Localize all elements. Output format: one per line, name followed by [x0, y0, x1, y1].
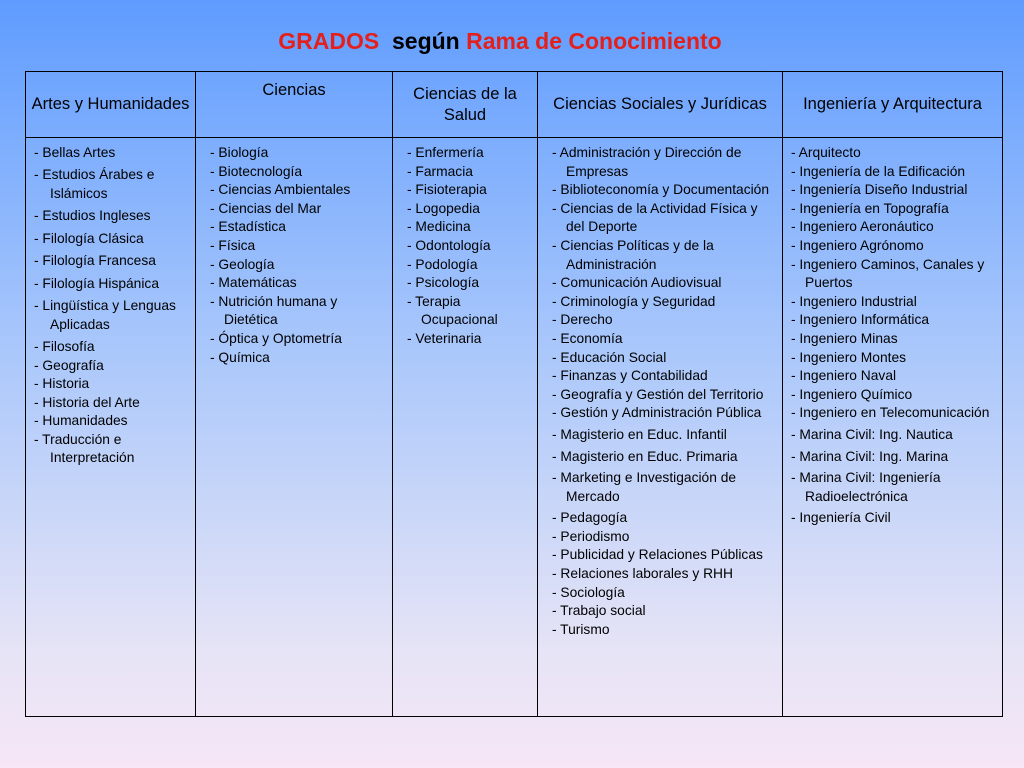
- degree-item: - Ingeniería en Topografía: [791, 200, 949, 216]
- degree-item: - Ingeniero Industrial: [791, 293, 917, 309]
- header-ciencias: Ciencias: [196, 72, 393, 138]
- header-salud: Ciencias de la Salud: [393, 72, 538, 138]
- degree-item: - Filosofía: [34, 338, 95, 354]
- list-sociales: [552, 144, 778, 639]
- degree-item: - Filología Clásica: [34, 230, 144, 246]
- column-ciencias: [196, 138, 393, 717]
- degree-item: - Ingeniería de la Edificación: [791, 163, 966, 179]
- degree-item: - Sociología: [552, 584, 625, 600]
- degree-item: - Educación Social: [552, 349, 667, 365]
- column-artes: [26, 138, 196, 717]
- degree-item: - Relaciones laborales y RHH: [552, 566, 733, 582]
- degree-item: - Magisterio en Educ. Infantil: [552, 426, 727, 442]
- list-salud: [407, 144, 533, 349]
- degree-item: - Magisterio en Educ. Primaria: [552, 448, 738, 464]
- degree-item: - Filología Francesa: [34, 253, 156, 269]
- header-ingenieria: Ingeniería y Arquitectura: [783, 72, 1003, 138]
- degree-item: - Periodismo: [552, 528, 630, 544]
- degree-item: - Odontología: [407, 237, 491, 253]
- column-sociales: [538, 138, 783, 717]
- degree-item: - Geografía y Gestión del Territorio: [552, 386, 764, 402]
- list-ciencias: [210, 144, 388, 367]
- degree-item: - Ingeniería Civil: [791, 510, 891, 526]
- degree-item: - Administración y Dirección de Empresas: [552, 145, 742, 179]
- degree-item: - Marina Civil: Ingeniería Radioelectrónica: [791, 470, 941, 504]
- degree-item: - Nutrición humana y Dietética: [210, 293, 338, 328]
- degree-item: - Ciencias de la Actividad Física y del Deporte: [552, 200, 758, 235]
- degree-item: - Ingeniero Montes: [791, 349, 907, 365]
- degree-item: - Biblioteconomía y Documentación: [552, 182, 770, 198]
- column-ingenieria: [783, 138, 1003, 717]
- title-grados: GRADOS: [278, 28, 380, 54]
- degree-item: - Marina Civil: Ing. Nautica: [791, 426, 953, 442]
- degree-item: - Gestión y Administración Pública: [552, 405, 762, 421]
- degree-item: - Biología: [210, 145, 269, 160]
- degree-item: - Ingeniero Informática: [791, 312, 930, 328]
- title-rama: Rama de Conocimiento: [466, 28, 722, 54]
- degree-item: - Historia: [34, 376, 90, 392]
- degree-item: - Ingeniero Naval: [791, 368, 897, 384]
- degree-item: - Criminología y Seguridad: [552, 293, 716, 309]
- degree-item: - Geología: [210, 256, 275, 272]
- degree-item: - Terapia Ocupacional: [407, 293, 498, 328]
- degree-item: - Podología: [407, 256, 478, 272]
- degree-item: - Finanzas y Contabilidad: [552, 368, 708, 384]
- degree-item: - Marketing e Investigación de Mercado: [552, 470, 737, 504]
- degree-item: - Farmacia: [407, 163, 473, 179]
- degree-item: - Pedagogía: [552, 510, 628, 526]
- degree-item: - Bellas Artes: [34, 145, 116, 160]
- degree-item: - Psicología: [407, 275, 480, 291]
- list-ingenieria: [791, 144, 998, 528]
- header-sociales: Ciencias Sociales y Jurídicas: [538, 72, 783, 138]
- header-row: [26, 72, 1003, 138]
- degree-item: - Medicina: [407, 219, 471, 235]
- degree-item: - Trabajo social: [552, 603, 646, 619]
- degree-item: - Matemáticas: [210, 275, 297, 291]
- degree-item: - Ingeniería Diseño Industrial: [791, 182, 968, 198]
- degree-item: - Logopedia: [407, 200, 480, 216]
- degree-item: - Comunicación Audiovisual: [552, 275, 722, 291]
- degree-item: - Estudios Ingleses: [34, 208, 151, 224]
- degree-item: - Ingeniero Aeronáutico: [791, 219, 934, 235]
- degree-item: - Física: [210, 237, 256, 253]
- degree-item: - Ingeniero Caminos, Canales y Puertos: [791, 256, 985, 291]
- degree-item: - Ingeniero Minas: [791, 330, 898, 346]
- list-artes: [34, 144, 191, 468]
- degree-item: - Química: [210, 349, 270, 365]
- degree-item: - Fisioterapia: [407, 182, 487, 198]
- degree-item: - Lingüística y Lenguas Aplicadas: [34, 297, 176, 332]
- degree-item: - Humanidades: [34, 413, 128, 429]
- degree-item: - Estudios Árabes e Islámicos: [34, 167, 155, 201]
- degree-item: - Ingeniero Químico: [791, 386, 913, 402]
- degree-item: - Ingeniero Agrónomo: [791, 237, 924, 253]
- degree-item: - Ingeniero en Telecomunicación: [791, 405, 990, 421]
- degree-item: - Historia del Arte: [34, 394, 140, 410]
- degree-item: - Ciencias del Mar: [210, 200, 322, 216]
- degree-item: - Publicidad y Relaciones Públicas: [552, 547, 763, 563]
- degree-item: - Biotecnología: [210, 163, 303, 179]
- degree-item: - Óptica y Optometría: [210, 330, 342, 346]
- degrees-table: [25, 71, 1003, 717]
- title-segun: según: [392, 28, 460, 54]
- column-salud: [393, 138, 538, 717]
- degree-item: - Filología Hispánica: [34, 275, 159, 291]
- degree-item: - Veterinaria: [407, 330, 482, 346]
- header-artes: Artes y Humanidades: [26, 72, 196, 138]
- degree-item: - Enfermería: [407, 145, 484, 160]
- degree-item: - Economía: [552, 330, 623, 346]
- degree-item: - Turismo: [552, 621, 610, 637]
- degree-item: - Arquitecto: [791, 145, 861, 160]
- degree-item: - Derecho: [552, 312, 613, 328]
- degree-item: - Marina Civil: Ing. Marina: [791, 448, 949, 464]
- degree-item: - Estadística: [210, 219, 286, 235]
- content-row: [26, 138, 1003, 717]
- degree-item: - Ciencias Ambientales: [210, 182, 351, 198]
- degree-item: - Ciencias Políticas y de la Administración: [552, 237, 714, 272]
- page-title: [0, 28, 1000, 55]
- degree-item: - Geografía: [34, 357, 104, 373]
- degree-item: - Traducción e Interpretación: [34, 431, 135, 466]
